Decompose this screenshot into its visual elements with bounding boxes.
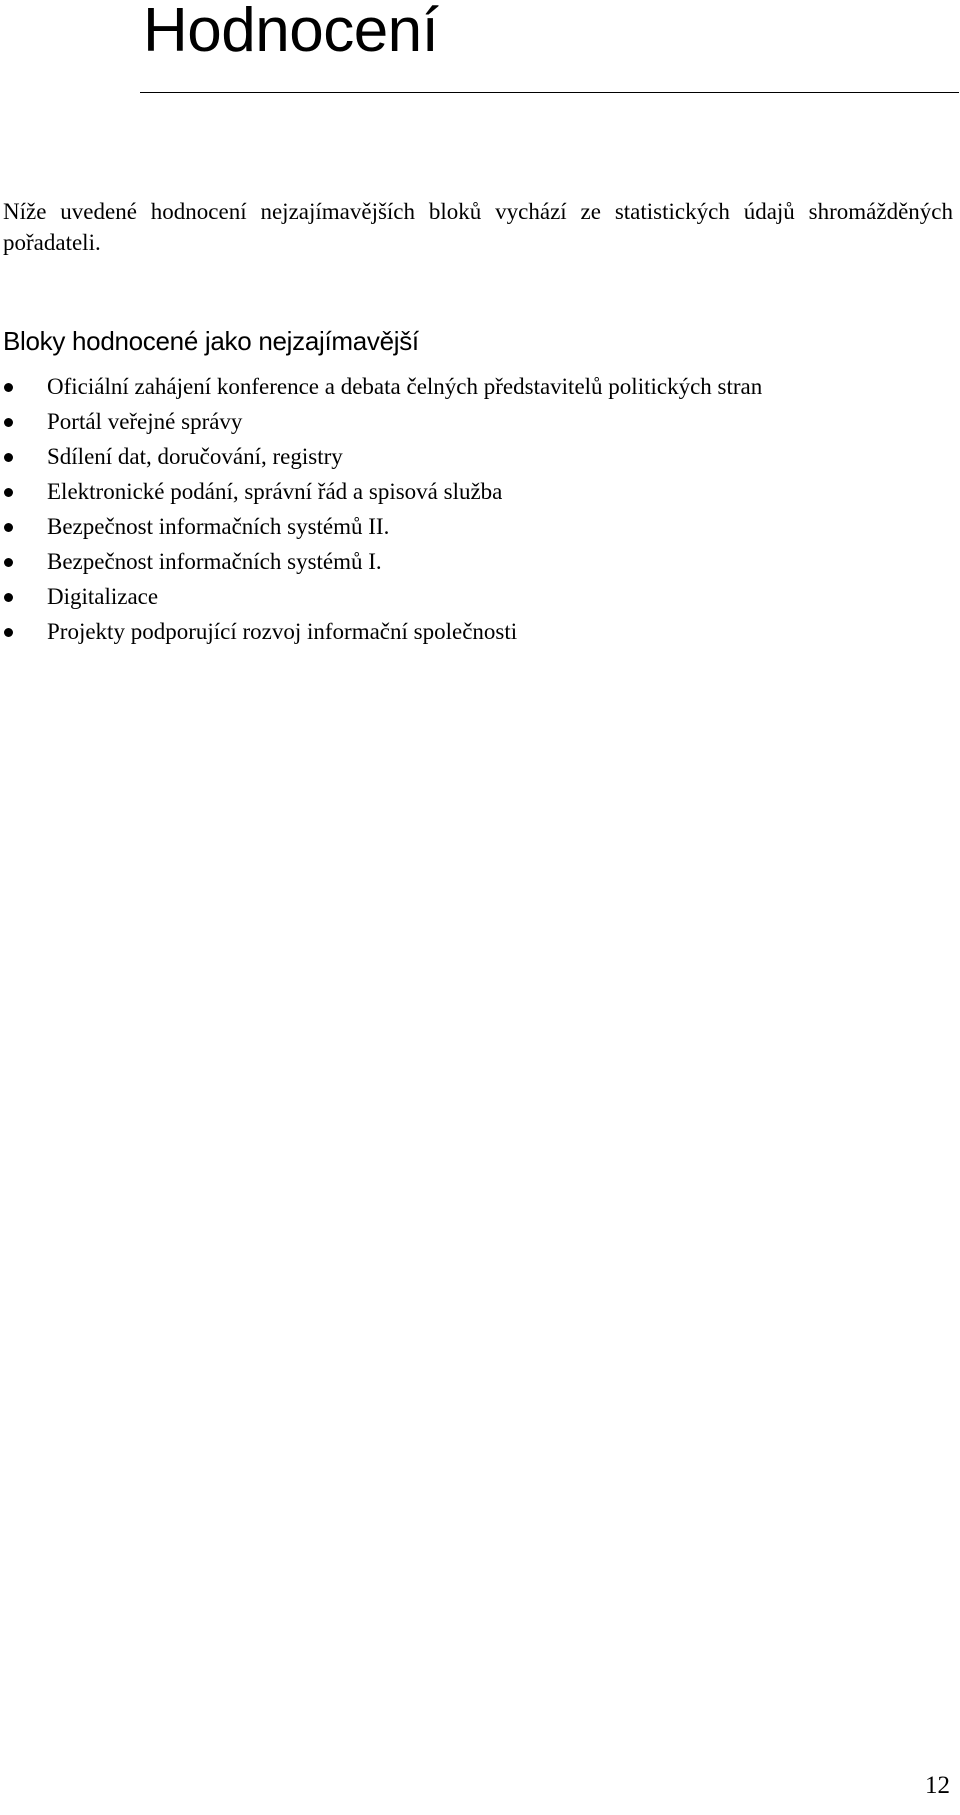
- list-item: [0, 614, 762, 649]
- bullet-icon: [4, 628, 13, 637]
- list-item-label: Bezpečnost informačních systémů I.: [47, 549, 382, 574]
- bullet-icon: [4, 383, 13, 392]
- list-item-label: Elektronické podání, správní řád a spisová služba: [47, 479, 503, 504]
- rated-blocks-list: [0, 369, 762, 649]
- bullet-icon: [4, 488, 13, 497]
- list-item: [0, 544, 762, 579]
- list-item: [0, 404, 762, 439]
- list-item: [0, 439, 762, 474]
- list-item-label: Oficiální zahájení konference a debata čelných představitelů politických stran: [47, 374, 763, 399]
- page-number: 12: [925, 1772, 950, 1799]
- list-item-label: Projekty podporující rozvoj informační společnosti: [47, 619, 518, 644]
- section-heading: Bloky hodnocené jako nejzajímavější: [3, 326, 419, 356]
- intro-paragraph: Níže uvedené hodnocení nejzajímavějších bloků vychází ze statistických údajů shromážděných pořadateli.: [3, 199, 953, 255]
- list-item-label: Bezpečnost informačních systémů II.: [47, 514, 390, 539]
- bullet-icon: [4, 593, 13, 602]
- list-item-label: Sdílení dat, doručování, registry: [47, 444, 343, 469]
- bullet-icon: [4, 523, 13, 532]
- bullet-icon: [4, 453, 13, 462]
- list-item-label: Digitalizace: [47, 584, 159, 609]
- bullet-icon: [4, 558, 13, 567]
- list-item: [0, 579, 762, 614]
- title-divider: [140, 92, 959, 93]
- list-item-label: Portál veřejné správy: [47, 409, 243, 434]
- list-item: [0, 369, 762, 404]
- list-item: [0, 509, 762, 544]
- page-title: Hodnocení: [143, 0, 439, 65]
- bullet-icon: [4, 418, 13, 427]
- list-item: [0, 474, 762, 509]
